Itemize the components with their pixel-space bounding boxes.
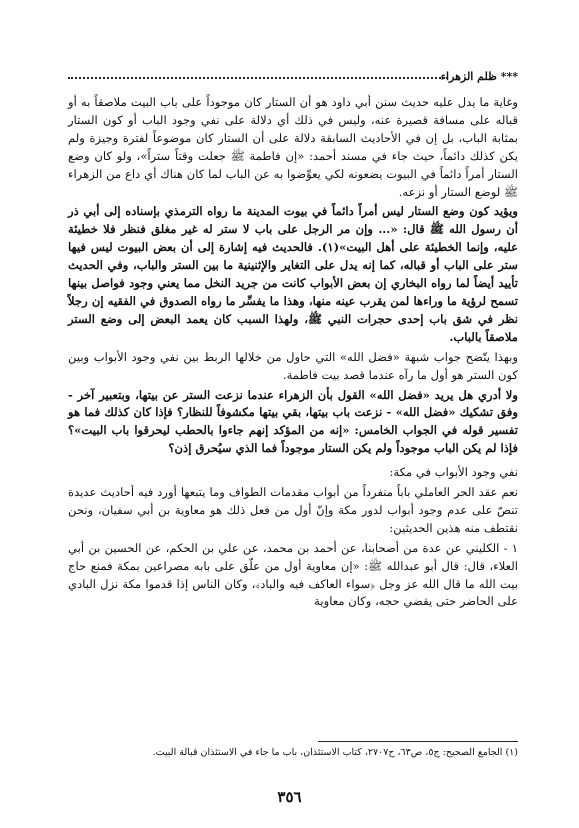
running-header [68, 70, 518, 86]
header-dotted-rule [68, 77, 448, 79]
paragraph: نعم عقد الحر العاملي باباً منفرداً من أبواب مقدمات الطواف وما يتبعها أورد فيه أحاديث عديدة تنصّ على عدم وجود أبواب لدور مكة وإنّ أول من فعل ذلك هو معاوية بن أبي سفيان، ونحن نقتطف منه هذين الحديثين: [68, 485, 518, 535]
footnote-separator [318, 741, 518, 742]
paragraph: ١ - الكليني عن عدة من أصحابنا، عن أحمد بن محمد، عن علي بن الحكم، عن الحسين بن أبي العلاء، قال: قال أبو عبدالله ﷺ: «إن معاوية أول من علّق على بابه مصراعين بمكة فمنع حاج بيت الله ما قال الله عز وجل ﴿سواء العاكف فيه والباد﴾، وكان الناس إذا قدموا مكة نزل البادي على الحاضر حتى يقضي حجه، وكان معاوية [68, 540, 518, 609]
paragraph: ويؤيد كون وضع الستار ليس أمراً دائماً في بيوت المدينة ما رواه الترمذي بإسناده إلى أبي ذر أن رسول الله ﷺ قال: «... وإن مر الرجل على باب لا ستر له غير مغلق فنظر فلا خطيئة عليه، وإنما الخطيئة على أهل البيت»(١). فالحديث فيه إشارة إلى أن بعض البيوت ليس فيها ستر على الباب أو قباله، كما إنه يدل على التغاير والإثنينية ما بين الستر والباب، وفي الحديث تأييد أيضاً لما رواه البخاري إن بعض الأبواب كانت من جريد النخل مما يعني وجود فواصل بينها تسمح لرؤية ما وراءها لمن يقرب عينه منها، وهذا ما يفسِّر ما رواه الصدوق في الفقيه إن رجلاً نظر في شق باب إحدى حجرات النبي ﷺ، ولهذا السبب كان يعمد البعض إلى وضع الستر ملاصقاً بالباب. [68, 204, 518, 344]
paragraph: وغاية ما يدل عليه حديث سنن أبي داود هو أن الستار كان موجوداً على باب البيت ملاصقاً به أو قباله على مسافة قصيرة عنه، وليس في ذلك أي دلالة على نفي وجود الباب أو كون الستار بمثابة الباب، بل إن في الأحاديث السابقة دلالة على أن الستار كان موضوعاً لفترة وجيزة ولم يكن كذلك دائماً، حيث جاء في مسند أحمد: «إن فاطمة ﷺ جعلت وقتاً ستراً»، ولو كان وضع الستار أمراً دائماً في البيوت يضعونه لكي يعوِّضوا به عن الباب لما كان هناك أي داع من الزهراء ﷺ لوضع الستار أو نزعه. [68, 95, 518, 199]
footnote: (١) الجامع الصحيح: ج٥، ص٦٣، ح٢٧٠٧، كتاب الاستئذان، باب ما جاء في الاستئذان قبالة البيت. [152, 747, 518, 758]
section-heading: نفي وجود الأبواب في مكة: [389, 465, 518, 480]
paragraph: وبهذا يتّضح جواب شبهة «فضل الله» التي حاول من خلالها الربط بين نفي وجود الأبواب وبين كون الستر هو أول ما رآه عندما قصد بيت فاطمة. [68, 349, 518, 382]
page-number: ٣٥٦ [277, 788, 302, 806]
body-text [68, 94, 518, 613]
header-title: *** ظلم الزهراء [440, 70, 518, 83]
paragraph: ولا أدري هل يريد «فضل الله» القول بأن الزهراء عندما نزعت الستر عن بيتها، وبتعبير آخر - وفق تشكيك «فضل الله» - نزعت باب بيتها، بقي بيتها مكشوفاً للنظار؟ فإذا كان كذلك فما هو تفسير قوله في الجواب الخامس: «إنه من المؤكد إنهم جاءوا بالحطب ليحرقوا باب البيت»؟ فإذا لم يكن الباب موجوداً ولم يكن الستار موجوداً فما الذي سيُحرق إذن؟ [68, 387, 518, 456]
